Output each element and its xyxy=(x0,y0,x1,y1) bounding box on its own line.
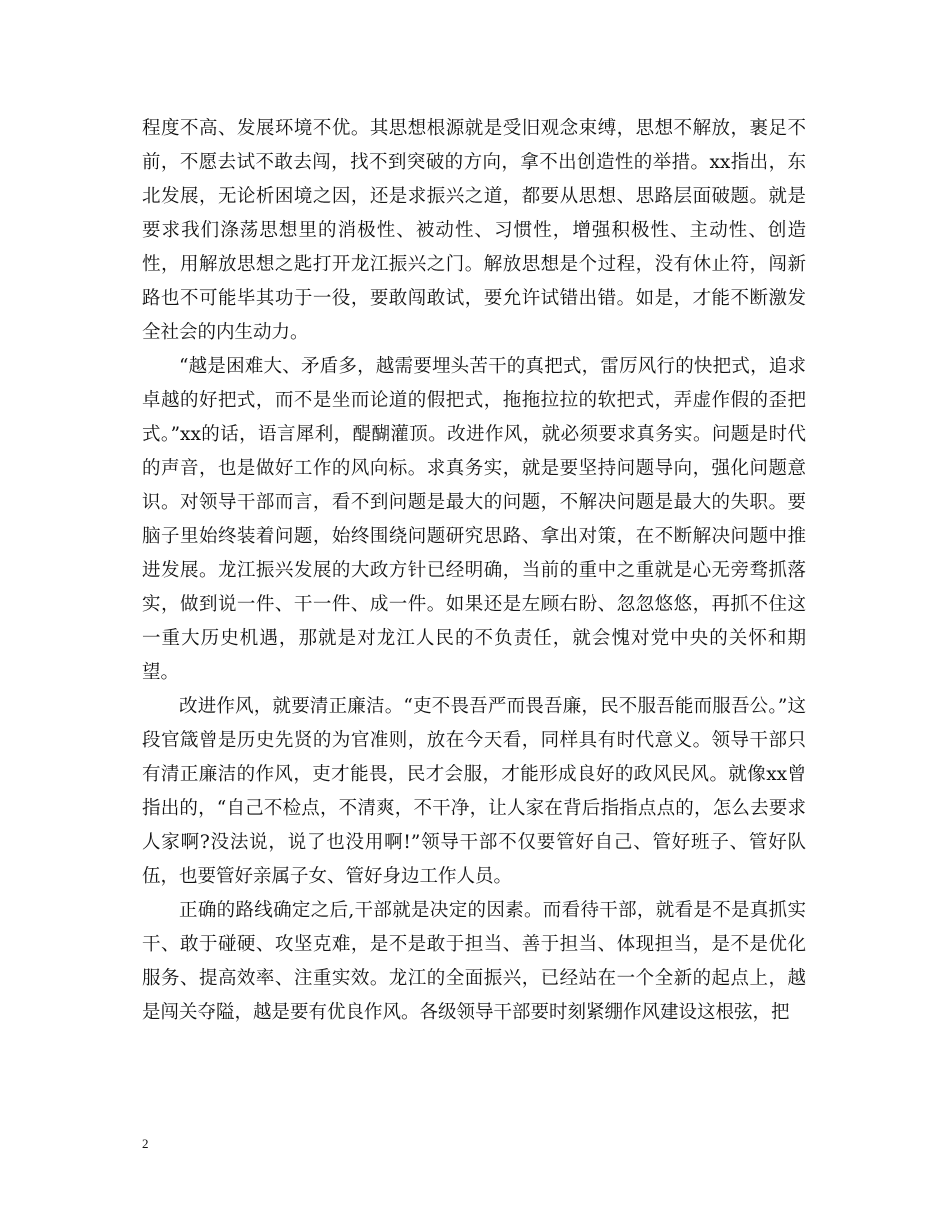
paragraph-1: 程度不高、发展环境不优。其思想根源就是受旧观念束缚，思想不解放，裹足不前，不愿去试不敢去闯，找不到突破的方向，拿不出创造性的举措。xx指出，东北发展，无论析困境之因，还是求振兴之道，都要从思想、思路层面破题。就是要求我们涤荡思想里的消极性、被动性、习惯性，增强积极性、主动性、创造性，用解放思想之匙打开龙江振兴之门。解放思想是个过程，没有休止符，闯新路也不可能毕其功于一役，要敢闯敢试，要允许试错出错。如是，才能不断激发全社会的内生动力。 xyxy=(142,118,806,343)
paragraph-3: 改进作风，就要清正廉洁。“吏不畏吾严而畏吾廉，民不服吾能而服吾公。”这段官箴曾是历史先贤的为官准则，放在今天看，同样具有时代意义。领导干部只有清正廉洁的作风，吏才能畏，民才会服，才能形成良好的政风民风。就像xx曾指出的，“自己不检点，不清爽，不干净，让人家在背后指指点点的，怎么去要求人家啊?没法说，说了也没用啊!”领导干部不仅要管好自己、管好班子、管好队伍，也要管好亲属子女、管好身边工作人员。 xyxy=(142,696,806,887)
document-body xyxy=(142,112,806,1030)
paragraph-2: “越是困难大、矛盾多，越需要埋头苦干的真把式，雷厉风行的快把式，追求卓越的好把式，而不是坐而论道的假把式，拖拖拉拉的软把式，弄虚作假的歪把式。”xx的话，语言犀利，醍醐灌顶。改进作风，就必须要求真务实。问题是时代的声音，也是做好工作的风向标。求真务实，就是要坚持问题导向，强化问题意识。对领导干部而言，看不到问题是最大的问题，不解决问题是最大的失职。要脑子里始终装着问题，始终围绕问题研究思路、拿出对策，在不断解决问题中推进发展。龙江振兴发展的大政方针已经明确，当前的重中之重就是心无旁骛抓落实，做到说一件、干一件、成一件。如果还是左顾右盼、忽忽悠悠，再抓不住这一重大历史机遇，那就是对龙江人民的不负责任，就会愧对党中央的关怀和期望。 xyxy=(142,356,806,683)
paragraph-4: 正确的路线确定之后,干部就是决定的因素。而看待干部，就看是不是真抓实干、敢于碰硬、攻坚克难，是不是敢于担当、善于担当、体现担当，是不是优化服务、提高效率、注重实效。龙江的全面振兴，已经站在一个全新的起点上，越是闯关夺隘，越是要有优良作风。各级领导干部要时刻紧绷作风建设这根弦，把 xyxy=(142,900,806,1023)
page-number: 2 xyxy=(142,1136,149,1151)
